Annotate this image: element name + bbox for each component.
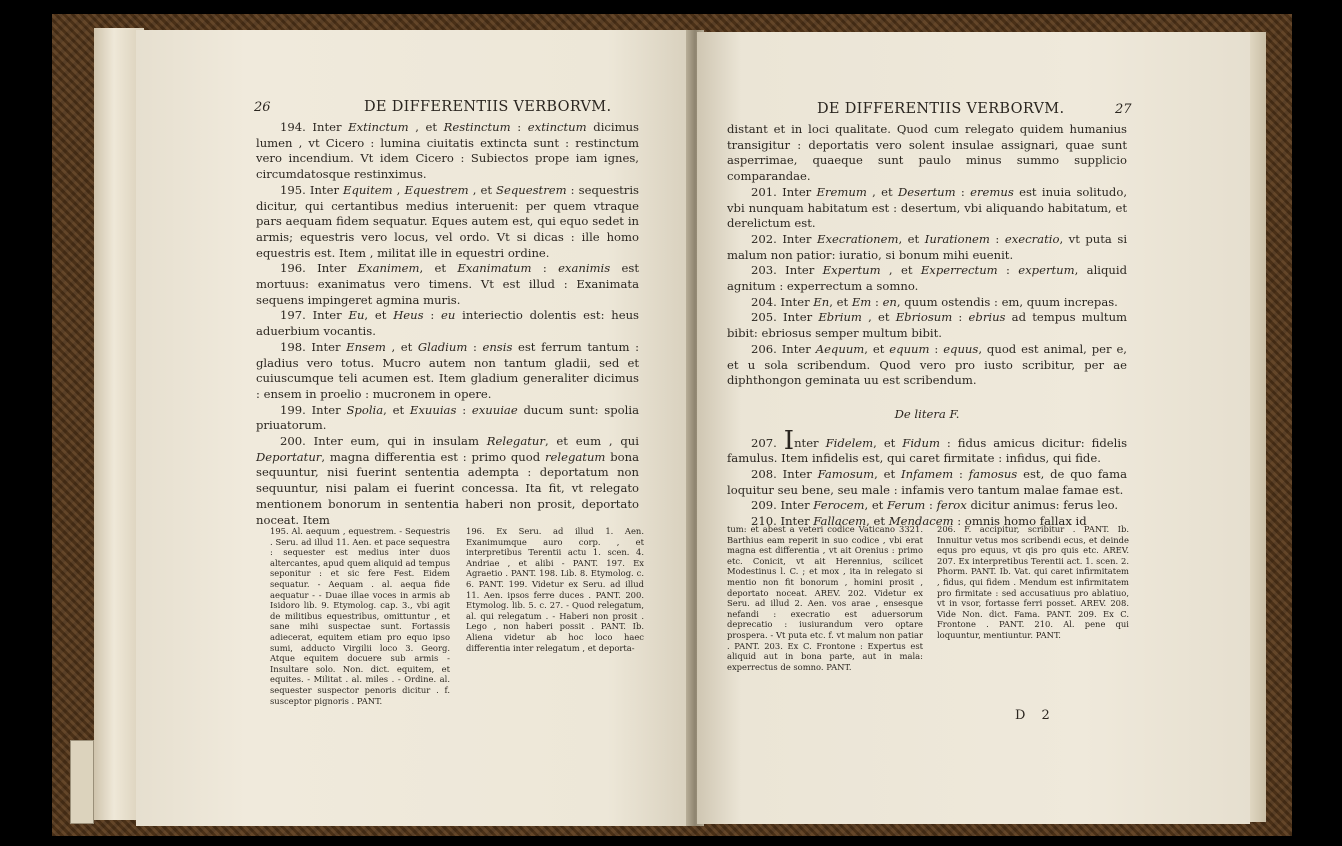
paragraph-i3: relegatum xyxy=(544,449,606,464)
paragraph-m1: , et xyxy=(829,294,852,309)
paragraph-lead: 209. Inter xyxy=(751,498,814,513)
paragraph-i2: Gladium xyxy=(417,339,468,354)
paragraph-m2: , et xyxy=(468,182,497,197)
paragraph-lead: 206. Inter xyxy=(751,341,816,356)
paragraph-m2: : xyxy=(467,339,483,354)
paragraph-i1: Ferocem xyxy=(813,498,865,513)
paragraph-rest: est inuia solitudo, vbi nunquam habitatum est : desertum, vbi aliquando habitatum, et derelictum est. xyxy=(727,184,1128,231)
paragraph-rest: distant et in loci qualitate. Quod cum relegato quidem humanius transigitur : deportatis vero solent insulae assignari, quae sunt asperrimae, quaeque sunt paulo minus summo supplicio comparandae. xyxy=(727,122,1127,184)
paragraph-i1: Ensem xyxy=(346,339,386,354)
paragraph-i3: famosus xyxy=(968,467,1018,482)
right-paragraph-f-0 xyxy=(727,425,1128,467)
paragraph-rest: ad tempus multum bibit: ebriosus semper multum bibit. xyxy=(727,310,1128,341)
paragraph-i2: Restinctum xyxy=(443,120,511,134)
paragraph-i3: execratio xyxy=(1004,231,1060,246)
paragraph-lead: 196. Inter xyxy=(280,261,358,276)
right-paragraph-0 xyxy=(727,122,1127,185)
paragraph-rest: ducum sunt: spolia priuatorum. xyxy=(256,402,639,433)
paragraph-rest: : fidus amicus dicitur: fidelis famulus. Item infidelis est, qui caret firmitate : infidus, qui fide. xyxy=(727,435,1128,466)
paragraph-i1: Famosum xyxy=(817,467,875,482)
paragraph-i3: en xyxy=(882,294,897,309)
paragraph-lead: 201. Inter xyxy=(751,184,817,199)
paragraph-m1: , et xyxy=(866,184,898,199)
paragraph-m1: , et xyxy=(864,341,890,356)
paragraph-rest: , vt puta si malum non patior: iuratio, si bonum mihi euenit. xyxy=(727,231,1128,262)
paragraph-lead: 208. Inter xyxy=(751,467,818,482)
paragraph-i2: Em xyxy=(851,294,872,309)
paragraph-lead: 199. Inter xyxy=(280,402,347,417)
left-main-text xyxy=(256,120,639,528)
paragraph-lead: 198. Inter xyxy=(280,339,347,354)
right-paragraph-5 xyxy=(727,310,1127,341)
paragraph-m1: , et xyxy=(874,467,902,482)
paragraph-i3: eu xyxy=(441,308,456,323)
paragraph-i3: exanimis xyxy=(558,261,611,276)
left-notes-col1: 195. Al. aequum , equestrem. - Sequestris . Seru. ad illud 11. Aen. et pace sequestra : sequester est medius inter duos altercantes, apud quem aliquid ad tempus seponitur : et sic fere Fest. Eidem sequatur. - Aequam . al. aequa fide aequatur - - Duae illae voces in armis ab Isidoro lib. 9. Etymolog. cap. 3., vbi agit de militibus equestribus, omittuntur , et sane mihi suspectae sunt. Fortassis adiecerat, equitem etiam pro equo ipso sumi, adducto Virgilii loco 3. Georg. Atque equitem docuere sub armis - Insultare solo. Non. dict. equitem, et equites. - Militat . al. miles . - Ordine. al. sequester suspector penoris dicitur . f. susceptor pignoris . PANT. xyxy=(270,526,450,706)
paragraph-i1: Eu xyxy=(348,308,365,323)
paragraph-i2: Fidelem xyxy=(825,435,874,450)
paragraph-i2: Heus xyxy=(393,308,424,323)
left-paragraph-2 xyxy=(256,261,639,308)
paragraph-m2: : xyxy=(929,341,944,356)
paragraph-i3: ferox xyxy=(936,498,967,513)
paragraph-i2: Exuuias xyxy=(409,402,457,417)
paragraph-rest: : sequestris dicitur, qui certantibus medius interuenit: per quem vtraque pars aequam fidem sequatur. Eques autem est, qui equo sedet in armis; equestris vero locus, vel ordo. Vt si dicas : ille homo equestris est. Item , militat ille in equestri ordine. xyxy=(256,182,640,260)
left-paragraph-4 xyxy=(256,340,639,403)
paragraph-i2: Mendacem xyxy=(888,514,954,529)
paragraph-i1: Exanimem xyxy=(357,261,420,276)
paragraph-m1: , et xyxy=(408,120,444,134)
right-paragraph-f-1 xyxy=(727,467,1127,498)
paragraph-rest: interiectio dolentis est: heus aduerbium vocantis. xyxy=(256,308,640,339)
paragraph-rest: est ferrum tantum : gladius vero totus. Mucro autem non tantum gladii, sed et cuiuscumque teli acumen est. Item gladium generaliter dicimus : ensem in proelio : mucronem in opere. xyxy=(256,339,640,401)
paragraph-m1: , et xyxy=(385,339,418,354)
paragraph-i2: Infamem xyxy=(901,467,954,482)
paragraph-i2: Iurationem xyxy=(924,231,990,246)
paragraph-m1: , et xyxy=(898,231,925,246)
paragraph-m2: : xyxy=(997,263,1019,278)
right-paragraph-4 xyxy=(727,295,1127,311)
paragraph-m1: , xyxy=(392,182,405,197)
left-running-head: DE DIFFERENTIIS VERBORVM. xyxy=(364,99,612,115)
right-running-head: DE DIFFERENTIIS VERBORVM. xyxy=(817,101,1065,117)
left-page xyxy=(136,30,691,826)
paragraph-i2: equum xyxy=(889,341,930,356)
paragraph-rest: est, de quo fama loquitur seu bene, seu male : infamis vero tantum malae famae est. xyxy=(727,467,1128,497)
left-paragraph-3 xyxy=(256,308,639,339)
paragraph-i3: Fidum xyxy=(902,435,940,450)
paragraph-i1: Fallacem xyxy=(813,514,867,529)
right-paragraph-2 xyxy=(727,232,1127,263)
paragraph-rest: omnis homo fallax id xyxy=(964,514,1087,529)
paragraph-i3: ebrius xyxy=(968,310,1006,325)
paragraph-m1: , et xyxy=(880,263,921,278)
paragraph-m2: : xyxy=(423,308,442,323)
paragraph-m2: : xyxy=(953,514,965,529)
paragraph-i2: Ebriosum xyxy=(895,310,953,325)
paragraph-i1: Expertum xyxy=(822,263,881,278)
paragraph-i3: expertum xyxy=(1018,263,1075,278)
paragraph-lead: 203. Inter xyxy=(751,263,823,278)
paragraph-i1: Spolia xyxy=(346,402,384,417)
right-main-text xyxy=(727,122,1127,530)
paragraph-lead: 200. Inter eum, qui in insulam xyxy=(280,434,487,449)
paragraph-m2: : xyxy=(952,310,969,325)
paragraph-lead: 195. Inter xyxy=(280,182,344,197)
paragraph-lead: 202. Inter xyxy=(751,231,817,246)
paragraph-m2: : xyxy=(456,402,472,417)
paragraph-rest: dicimus lumen , vt Cicero : lumina ciuitatis extincta sunt : restinctum vero incendium. Vt idem Cicero : Subiectos prope iam ignes, circumdatosque restinximus. xyxy=(256,120,640,182)
right-page xyxy=(697,32,1250,824)
left-page-number: 26 xyxy=(254,100,271,115)
paragraph-m1: , et xyxy=(364,308,394,323)
paragraph-m2: , et xyxy=(873,435,903,450)
paragraph-i1: Relegatur xyxy=(486,434,545,449)
paragraph-m1: nter xyxy=(794,435,826,450)
paragraph-i1: Equitem xyxy=(343,182,393,197)
left-paragraph-6 xyxy=(256,434,639,528)
paragraph-m1: , et xyxy=(866,514,889,529)
paragraph-i2: Deportatur xyxy=(256,449,322,464)
left-paragraph-0 xyxy=(256,120,639,183)
paragraph-i3: equus xyxy=(943,341,979,356)
paragraph-i2: Ferum xyxy=(887,498,926,513)
right-paragraph-6 xyxy=(727,342,1127,389)
paragraph-lead: 205. Inter xyxy=(751,310,819,325)
right-paragraph-3 xyxy=(727,263,1127,294)
paragraph-lead: 194. Inter xyxy=(280,120,349,134)
paragraph-lead: 197. Inter xyxy=(280,308,349,323)
right-page-number: 27 xyxy=(1115,102,1132,117)
paragraph-m2: : xyxy=(989,231,1005,246)
paragraph-m1: , et xyxy=(861,310,896,325)
right-notes-col2: 206. F. accipitur, scribitur . PANT. Ib. Innuitur vetus mos scribendi ecus, et deinde equs pro equus, vt qis pro quis etc. AREV. 207. Ex interpretibus Terentii act. 1. scen. 2. Phorm. PANT. Ib. Vat. qui caret infirmitatem , fidus, qui fidem . Mendum est infirmitatem pro firmitate : sed accusatiuus pro ablatiuo, vt in vsor, fortasse ferri posset. AREV. 208. Vide Non. dict. Fama. PANT. 209. Ex C. Frontone . PANT. 210. Al. pene qui loquuntur, mentiuntur. PANT. xyxy=(937,524,1129,640)
paragraph-m1: , et eum , qui xyxy=(544,434,639,449)
paragraph-m2: : xyxy=(531,261,559,276)
paragraph-rest: , quod est animal, per e, et u sola scribendum. Quod vero pro iusto scribitur, per ae diphthongon geminata uu est scribendum. xyxy=(727,341,1127,388)
paragraph-m2: : xyxy=(925,498,937,513)
paragraph-i1: Execrationem xyxy=(816,231,899,246)
paragraph-i1: Extinctum xyxy=(348,120,409,134)
paragraph-rest: , aliquid agnitum : experrectum a somno. xyxy=(727,263,1128,294)
section-heading: De litera F. xyxy=(894,406,960,421)
paragraph-i2: Experrectum xyxy=(920,263,998,278)
drop-cap: I xyxy=(783,425,795,456)
paragraph-m2: : xyxy=(510,120,528,134)
left-paragraph-5 xyxy=(256,403,639,434)
paragraph-m2: : xyxy=(871,294,883,309)
paragraph-i1: Aequum xyxy=(815,341,865,356)
paragraph-m2: , magna differentia est : primo quod xyxy=(321,449,545,464)
paragraph-m1: , et xyxy=(383,402,410,417)
paragraph-m2: : xyxy=(953,467,969,482)
paragraph-i2: Desertum xyxy=(897,184,956,199)
paragraph-i3: eremus xyxy=(970,184,1014,199)
paragraph-m2: : xyxy=(955,184,971,199)
paragraph-m1: , et xyxy=(864,498,888,513)
left-notes-col2: 196. Ex Seru. ad illud 1. Aen. Exanimumque auro corp. , et interpretibus Terentii actu 1. scen. 4. Andriae , et alibi - PANT. 197. Ex Agraetio . PANT. 198. Lib. 8. Etymolog. c. 6. PANT. 199. Videtur ex Seru. ad illud 11. Aen. ipsos ferre duces . PANT. 200. Etymolog. lib. 5. c. 27. - Quod relegatum, al. qui relegatum . - Haberi non prosit . Lego , non haberi possit . PANT. Ib. Aliena videtur ab hoc loco haec differentia inter relegatum , et deporta- xyxy=(466,526,644,653)
paragraph-rest: bona sequuntur, nisi fuerint sententia adempta : deportatum non sequuntur, nisi palam ei fuerint concessa. Ita fit, vt relegato mentionem bonorum in sententia haberi non prosit, deportato noceat. Item xyxy=(256,449,639,527)
paragraph-rest: dicitur animus: ferus leo. xyxy=(966,498,1119,513)
paragraph-lead: 204. Inter xyxy=(751,294,814,309)
left-paragraph-1 xyxy=(256,183,639,262)
right-paragraph-1 xyxy=(727,185,1127,232)
paragraph-i1: En xyxy=(813,294,830,309)
paragraph-rest: est mortuus: exanimatus vero timens. Vt est illud : Exanimata sequens impingeret agmina muris. xyxy=(256,261,639,307)
signature-mark: D 2 xyxy=(1015,708,1056,723)
paragraph-i3: ensis xyxy=(482,339,513,354)
paragraph-i1: Ebrium xyxy=(818,310,862,325)
paragraph-i3: Sequestrem xyxy=(496,182,567,197)
paragraph-i3: exuuiae xyxy=(471,402,518,417)
library-label xyxy=(70,740,94,824)
paragraph-lead: 207. xyxy=(751,435,784,450)
paragraph-rest: , quum ostendis : em, quum increpas. xyxy=(896,294,1118,309)
paragraph-i3: extinctum xyxy=(527,120,587,134)
paragraph-i2: Equestrem xyxy=(404,182,469,197)
paragraph-lead: 210. Inter xyxy=(751,514,814,529)
paragraph-i1: Eremum xyxy=(816,184,867,199)
paragraph-m1: , et xyxy=(419,261,458,276)
right-notes-col1: tum: et abest a veteri codice Vaticano 3321. Barthius eam reperit in suo codice , vbi erat magna est differentia , vt ait Orenius : primo etc. Conicit, vt ait Herennius, scilicet Modestinus l. C. ; et mox , ita in relegato si mentio non fit bonorum , homini prosit , deportato noceat. AREV. 202. Videtur ex Seru. ad illud 2. Aen. vos arae , ensesque nefandi : execratio est aduersorum deprecatio : iusiurandum vero optare prospera. - Vt puta etc. f. vt malum non patiar . PANT. 203. Ex C. Frontone : Expertus est aliquid aut in bona parte, aut in mala: experrectus de somno. PANT. xyxy=(727,524,923,672)
right-paragraph-f-2 xyxy=(727,498,1127,514)
paragraph-i2: Exanimatum xyxy=(457,261,532,276)
